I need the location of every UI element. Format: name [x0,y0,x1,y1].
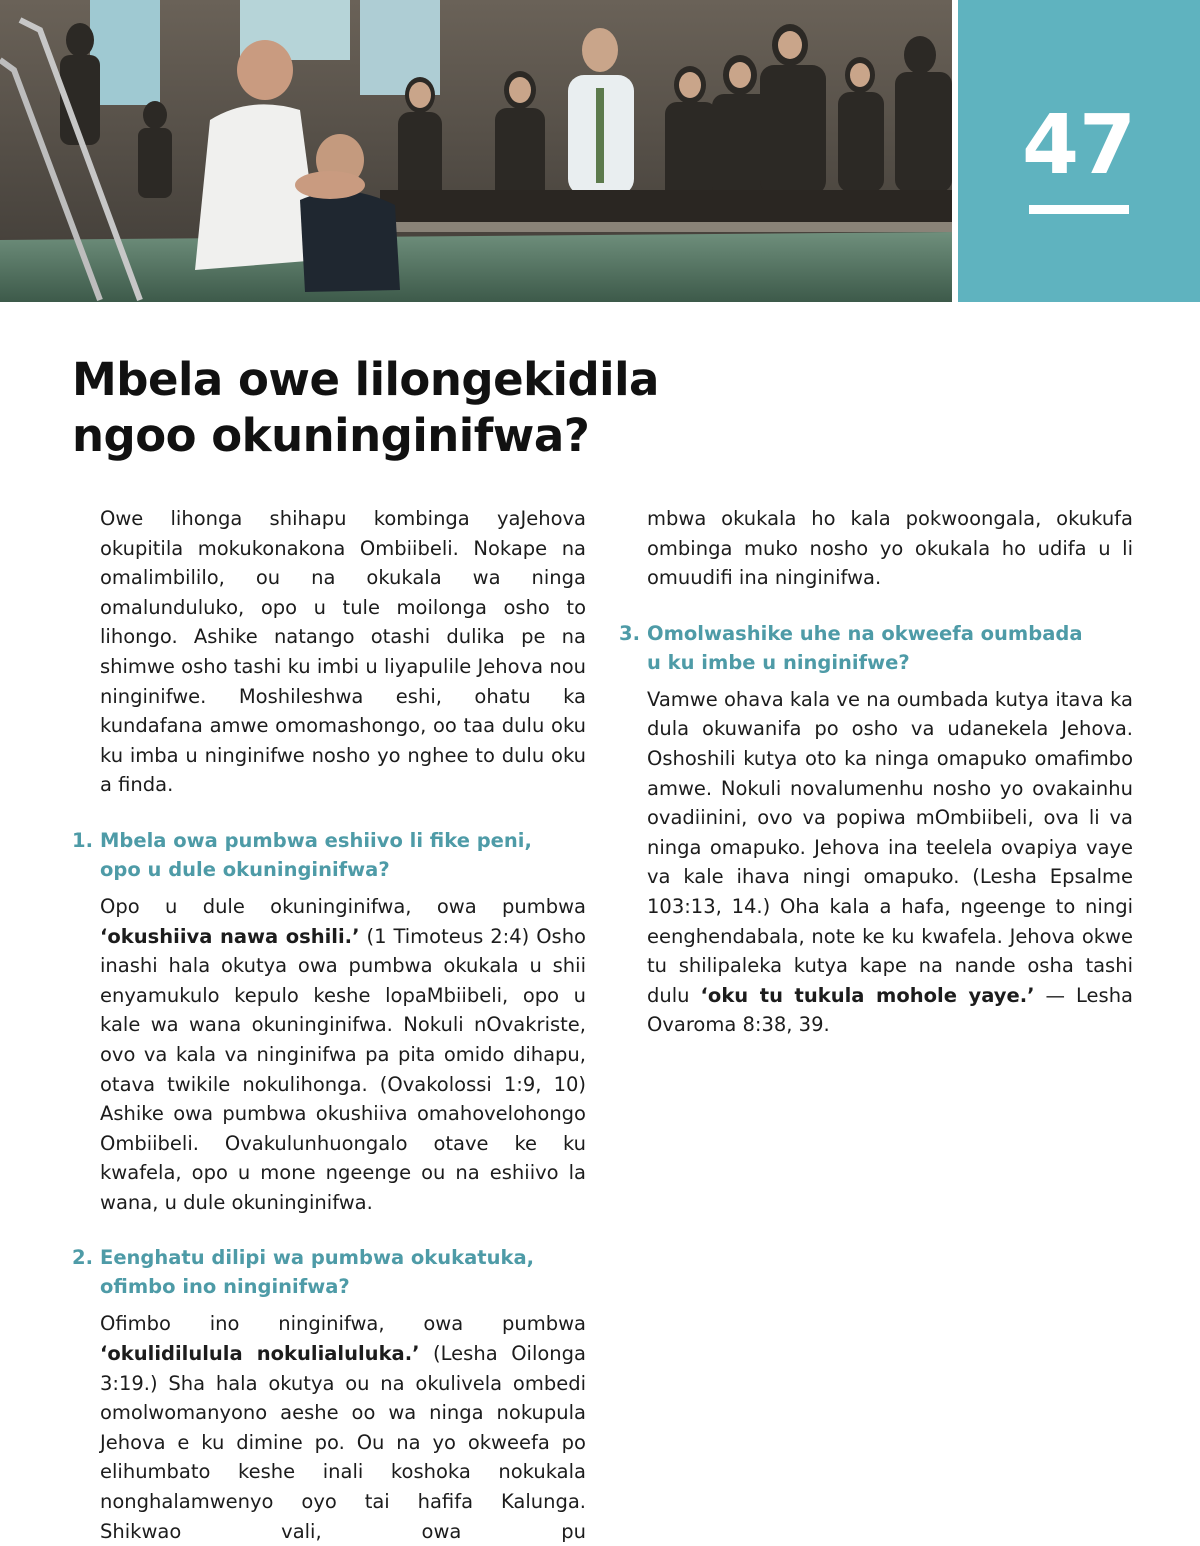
question-2 [72,1243,586,1301]
baptism-photo [0,0,952,302]
lesson-number: 47 [1021,98,1137,193]
answer-2-continued: mbwa okukala ho kala pokwoongala, okukufa ombinga muko nosho yo okukala ho udifa u li omuudifi ina ninginifwa. [647,507,1133,590]
intro-paragraph: Owe lihonga shihapu kombinga yaJehova okupitila mokukonakona Ombiibeli. Nokape na omalimbililo, ou na okukala wa ninga omalunduluko, opo u tule moilonga osho to lihongo. Ashike natango otashi dulika pe na shimwe osho tashi ku imbi u liyapulile Jehova nou ninginifwe. Moshileshwa eshi, ohatu ka kundafana amwe omomashongo, oo taa dulu oku ku imba u ninginifwe nosho yo nghee to dulu oku a finda. [100,507,586,797]
question-2-number: 2. [72,1246,93,1270]
question-2-line-2: ofimbo ino ninginifwa? [100,1275,350,1299]
answer-2-text-start: Ofimbo ino ninginifwa, owa pumbwa [100,1312,586,1336]
question-1-line-2: opo u dule okuninginifwa? [100,857,390,881]
question-2-line-1: Eenghatu dilipi wa pumbwa okukatuka, [100,1246,535,1270]
left-column [72,504,586,1546]
page-title [72,352,772,464]
right-column [619,504,1133,1040]
answer-3-paragraph [647,685,1133,1040]
lesson-number-underline [1029,205,1129,214]
question-1 [72,826,586,884]
question-1-line-1: Mbela owa pumbwa eshiivo li fike peni, [100,828,532,852]
question-3-line-1: Omolwashike uhe na okweefa oumbada [647,621,1083,645]
question-3-number: 3. [619,621,640,645]
answer-3-bold-quote: ‘oku tu tukula mohole yaye.’ [700,983,1035,1007]
question-3-line-2: u ku imbe u ninginifwe? [647,650,910,674]
answer-1-paragraph [100,892,586,1218]
answer-2-paragraph [100,1309,586,1546]
answer-3-text-start: Vamwe ohava kala ve na oumbada kutya itava ka dula okuwanifa po osho va udanekela Jehova. Oshoshili kutya oto ka ninga omapuko omafimbo amwe. Nokuli novalumenhu nosho yo ovakainhu ovadiinini, ovo va popiwa mOmbiibeli, ova li va ninga omapuko. Jehova ina teelela ovapiya vaye va kale ihava ningi omapuko. (Lesha Epsalme 103:13, 14.) Oha kala a hafa, ngeenge to ningi eenghendabala, note ke ku kwafela. Jehova okwe tu shilipaleka kutya kape na nande osha tashi dulu [647,687,1133,1007]
answer-1-bold-quote: ‘okushiiva nawa oshili.’ [100,924,360,948]
answer-3-text-end: — Lesha Ovaroma 8:38, 39. [647,983,1133,1037]
answer-1-text-start: Opo u dule okuninginifwa, owa pumbwa [100,894,586,918]
title-line-1: Mbela owe lilongekidila [72,353,659,406]
question-1-number: 1. [72,828,93,852]
lesson-number-box [958,0,1200,302]
question-3 [619,619,1133,677]
title-line-2: ngoo okuninginifwa? [72,409,590,462]
answer-1-text-end: (1 Timoteus 2:4) Osho inashi hala okutya owa pumbwa okukala u shii enyamukulo kepulo keshe lopaMbiibeli, opo u kale wa wana okuninginifwa. Nokuli nOvakriste, ovo va kala va ninginifwa pa pita omido dihapu, otava twikile nokulihonga. (Ovakolossi 1:9, 10) Ashike owa pumbwa okushiiva omahovelohongo Ombiibeli. Ovakulunhuongalo otave ke ku kwafela, opo u mone ngeenge ou na eshiivo la wana, u dule okuninginifwa. [100,924,586,1214]
answer-2-text-end: (Lesha Oilonga 3:19.) Sha hala okutya ou na okulivela ombedi omolwomanyono aeshe oo wa ninga nokupula Jehova e ku dimine po. Ou na yo okweefa po elihumbato keshe inali koshoka nokukala nonghalamwenyo oyo tai hafifa Kalunga. Shikwao vali, owa pu [100,1342,586,1543]
answer-2-bold-quote: ‘okulidilulula nokulialuluka.’ [100,1342,420,1366]
